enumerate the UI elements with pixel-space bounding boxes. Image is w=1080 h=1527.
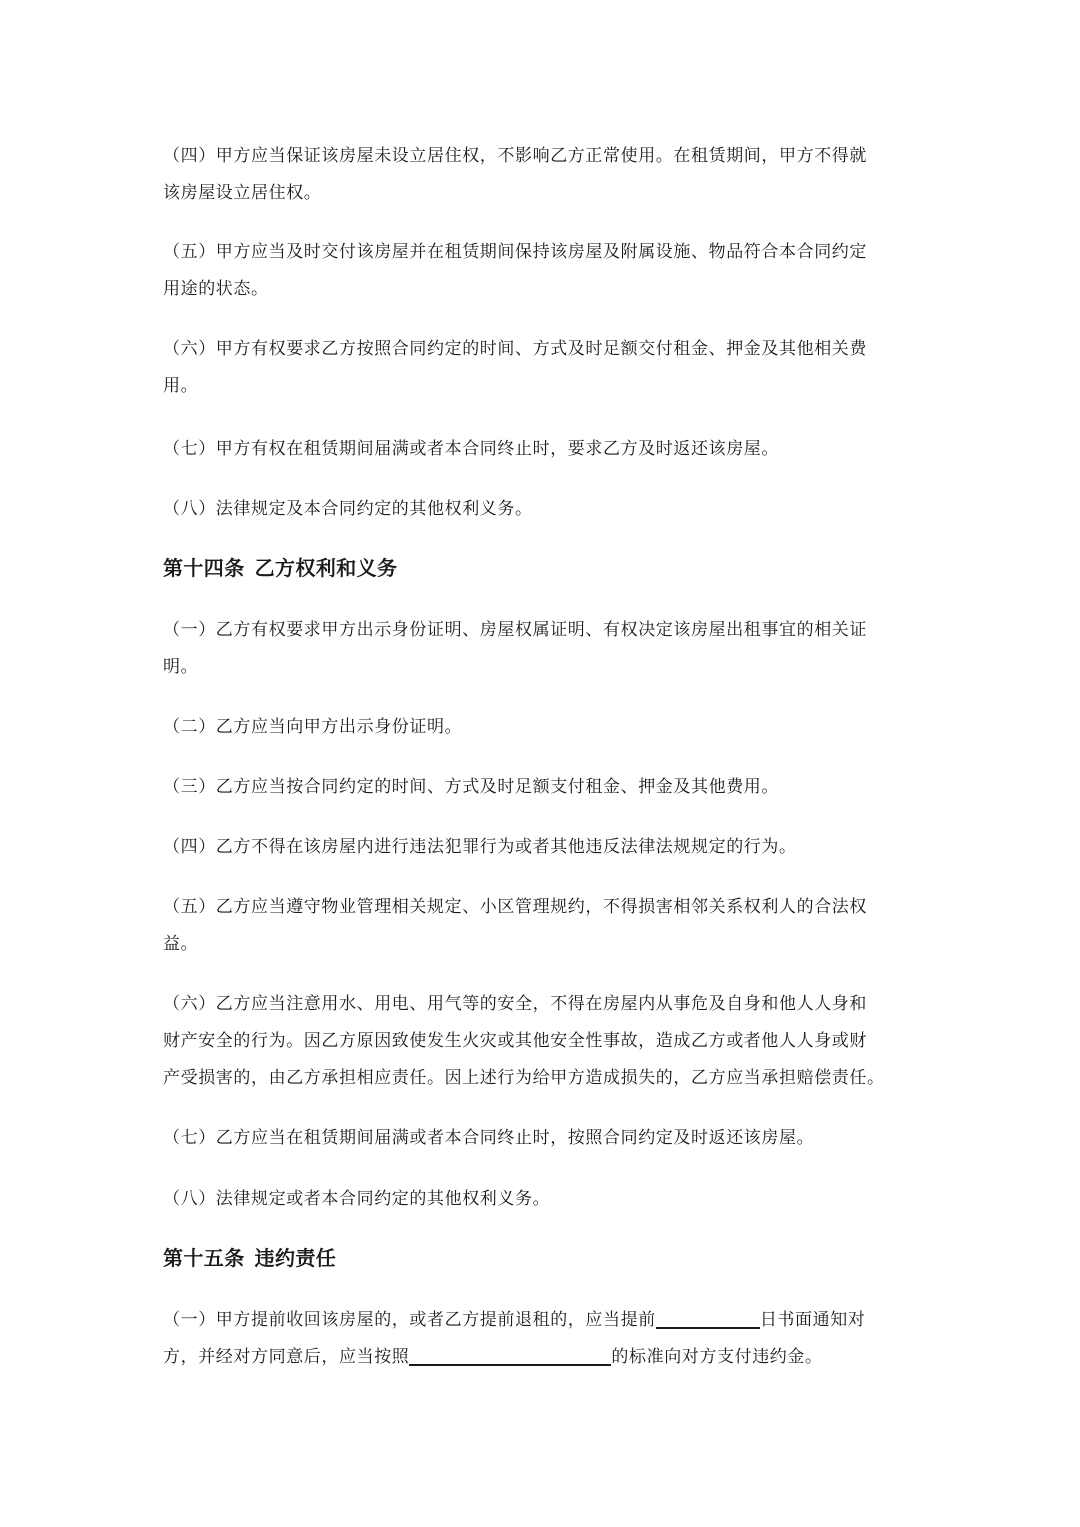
clause-line: （七）甲方有权在租赁期间届满或者本合同终止时，要求乙方及时返还该房屋。 [163, 439, 779, 459]
clause-text: 的标准向对方支付违约金。 [611, 1347, 823, 1367]
clause-14-8 [163, 1181, 923, 1218]
section-number: 第十四条 [163, 556, 245, 580]
clause-line: （二）乙方应当向甲方出示身份证明。 [163, 717, 463, 737]
clause-line: （六）甲方有权要求乙方按照合同约定的时间、方式及时足额交付租金、押金及其他相关费 [163, 339, 867, 359]
clause-line: （八）法律规定或者本合同约定的其他权利义务。 [163, 1189, 551, 1209]
section-15-heading [163, 1243, 336, 1273]
clause-text: 方，并经对方同意后，应当按照 [163, 1347, 410, 1367]
clause-line: （四）乙方不得在该房屋内进行违法犯罪行为或者其他违反法律法规规定的行为。 [163, 837, 797, 857]
clause-14-4 [163, 829, 923, 866]
clause-text: 日书面通知对 [759, 1310, 866, 1330]
clause-13-8 [163, 491, 923, 528]
clause-line: （一）乙方有权要求甲方出示身份证明、房屋权属证明、有权决定该房屋出租事宜的相关证 [163, 620, 867, 640]
section-title: 乙方权利和义务 [254, 556, 398, 580]
clause-line: 用。 [163, 376, 199, 396]
clause-line: 明。 [163, 657, 199, 677]
clause-line: （八）法律规定及本合同约定的其他权利义务。 [163, 499, 533, 519]
clause-text: （一）甲方提前收回该房屋的，或者乙方提前退租的，应当提前 [163, 1310, 656, 1330]
clause-line: （五）乙方应当遵守物业管理相关规定、小区管理规约，不得损害相邻关系权利人的合法权 [163, 897, 867, 917]
notice-days-blank [656, 1305, 760, 1329]
clause-line: 财产安全的行为。因乙方原因致使发生火灾或其他安全性事故，造成乙方或者他人人身或财 [163, 1031, 867, 1051]
section-number: 第十五条 [163, 1246, 245, 1270]
clause-13-6 [163, 331, 923, 405]
clause-line [163, 1302, 923, 1339]
clause-15-1 [163, 1302, 923, 1376]
section-title: 违约责任 [254, 1246, 337, 1270]
clause-line: （四）甲方应当保证该房屋未设立居住权，不影响乙方正常使用。在租赁期间，甲方不得就 [163, 146, 867, 166]
clause-line: （七）乙方应当在租赁期间届满或者本合同终止时，按照合同约定及时返还该房屋。 [163, 1128, 815, 1148]
clause-line: 产受损害的，由乙方承担相应责任。因上述行为给甲方造成损失的，乙方应当承担赔偿责任。 [163, 1068, 885, 1088]
clause-14-6 [163, 986, 923, 1097]
clause-line: 益。 [163, 934, 199, 954]
section-14-heading [163, 553, 397, 583]
clause-14-5 [163, 889, 923, 963]
clause-14-3 [163, 769, 923, 806]
clause-line [163, 1339, 923, 1376]
clause-line: 该房屋设立居住权。 [163, 183, 322, 203]
clause-13-4 [163, 138, 923, 212]
clause-13-5 [163, 234, 923, 308]
clause-13-7 [163, 431, 923, 468]
clause-14-2 [163, 709, 923, 746]
clause-14-1 [163, 612, 923, 686]
clause-line: （六）乙方应当注意用水、用电、用气等的安全，不得在房屋内从事危及自身和他人人身和 [163, 994, 867, 1014]
clause-line: （五）甲方应当及时交付该房屋并在租赁期间保持该房屋及附属设施、物品符合本合同约定 [163, 242, 867, 262]
clause-14-7 [163, 1120, 923, 1157]
penalty-standard-blank [409, 1342, 611, 1366]
clause-line: （三）乙方应当按合同约定的时间、方式及时足额支付租金、押金及其他费用。 [163, 777, 779, 797]
clause-line: 用途的状态。 [163, 279, 269, 299]
